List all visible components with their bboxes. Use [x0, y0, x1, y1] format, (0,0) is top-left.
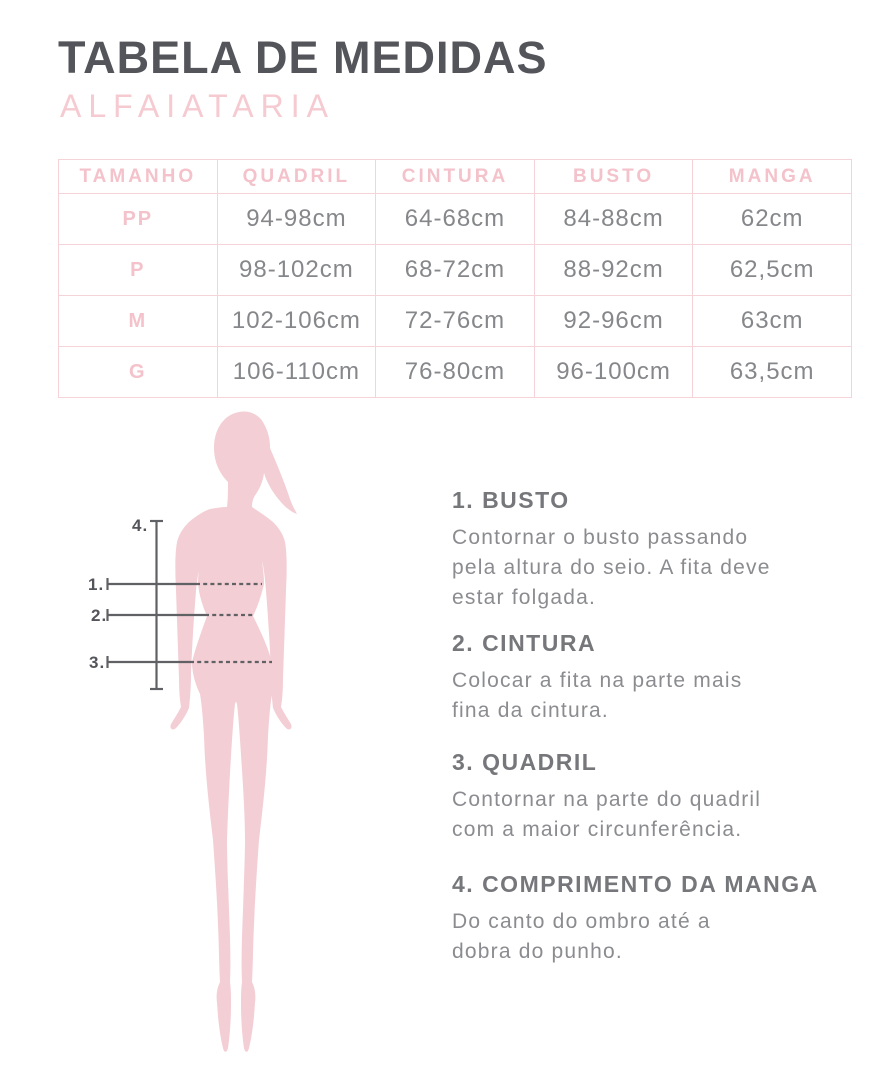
cell-cintura: 72-76cm — [376, 296, 535, 347]
cell-busto: 96-100cm — [534, 347, 693, 398]
column-header-busto: BUSTO — [534, 160, 693, 194]
measurement-diagram — [60, 400, 400, 1081]
column-header-quadril: QUADRIL — [217, 160, 376, 194]
instruction-busto — [452, 487, 882, 613]
cell-busto: 84-88cm — [534, 194, 693, 245]
page-title: TABELA DE MEDIDAS — [58, 32, 548, 83]
measurement-line-4 — [150, 521, 163, 689]
marker-label-3: 3. — [89, 653, 106, 672]
instruction-quadril — [452, 749, 882, 845]
cell-manga: 62,5cm — [693, 245, 852, 296]
instruction-text-line: pela altura do seio. A fita deve — [452, 556, 771, 579]
marker-label-1: 1. — [88, 575, 105, 594]
table-row-m — [59, 296, 852, 347]
cell-quadril: 98-102cm — [217, 245, 376, 296]
table-row-p — [59, 245, 852, 296]
cell-quadril: 94-98cm — [217, 194, 376, 245]
cell-cintura: 68-72cm — [376, 245, 535, 296]
column-header-manga: MANGA — [693, 160, 852, 194]
table-row-pp — [59, 194, 852, 245]
column-header-cintura: CINTURA — [376, 160, 535, 194]
size-table-header-row — [59, 160, 852, 194]
cell-manga: 62cm — [693, 194, 852, 245]
instruction-heading: 2. CINTURA — [452, 630, 597, 656]
instruction-text-line: com a maior circunferência. — [452, 818, 743, 841]
instruction-text-line: Do canto do ombro até a — [452, 910, 711, 933]
size-label: P — [59, 245, 218, 296]
cell-quadril: 102-106cm — [217, 296, 376, 347]
female-body-silhouette — [170, 412, 297, 1052]
instruction-heading: 3. QUADRIL — [452, 749, 598, 775]
instruction-text-line: Colocar a fita na parte mais — [452, 669, 743, 692]
instruction-comprimento-manga — [452, 871, 882, 967]
cell-busto: 92-96cm — [534, 296, 693, 347]
cell-cintura: 64-68cm — [376, 194, 535, 245]
instruction-text-line: dobra do punho. — [452, 940, 623, 963]
size-label: M — [59, 296, 218, 347]
size-label: PP — [59, 194, 218, 245]
marker-label-4: 4. — [132, 516, 149, 535]
cell-manga: 63,5cm — [693, 347, 852, 398]
instruction-heading: 1. BUSTO — [452, 487, 570, 513]
cell-quadril: 106-110cm — [217, 347, 376, 398]
size-table — [58, 159, 852, 398]
instruction-cintura — [452, 630, 882, 726]
instruction-text-line: Contornar o busto passando — [452, 526, 749, 549]
marker-label-2: 2. — [91, 606, 108, 625]
column-header-tamanho: TAMANHO — [59, 160, 218, 194]
table-row-g — [59, 347, 852, 398]
cell-manga: 63cm — [693, 296, 852, 347]
instruction-heading: 4. COMPRIMENTO DA MANGA — [452, 871, 819, 897]
cell-busto: 88-92cm — [534, 245, 693, 296]
size-label: G — [59, 347, 218, 398]
instruction-text-line: estar folgada. — [452, 586, 597, 609]
cell-cintura: 76-80cm — [376, 347, 535, 398]
instruction-text-line: fina da cintura. — [452, 699, 609, 722]
instruction-text-line: Contornar na parte do quadril — [452, 788, 762, 811]
page-subtitle: ALFAIATARIA — [60, 88, 335, 124]
